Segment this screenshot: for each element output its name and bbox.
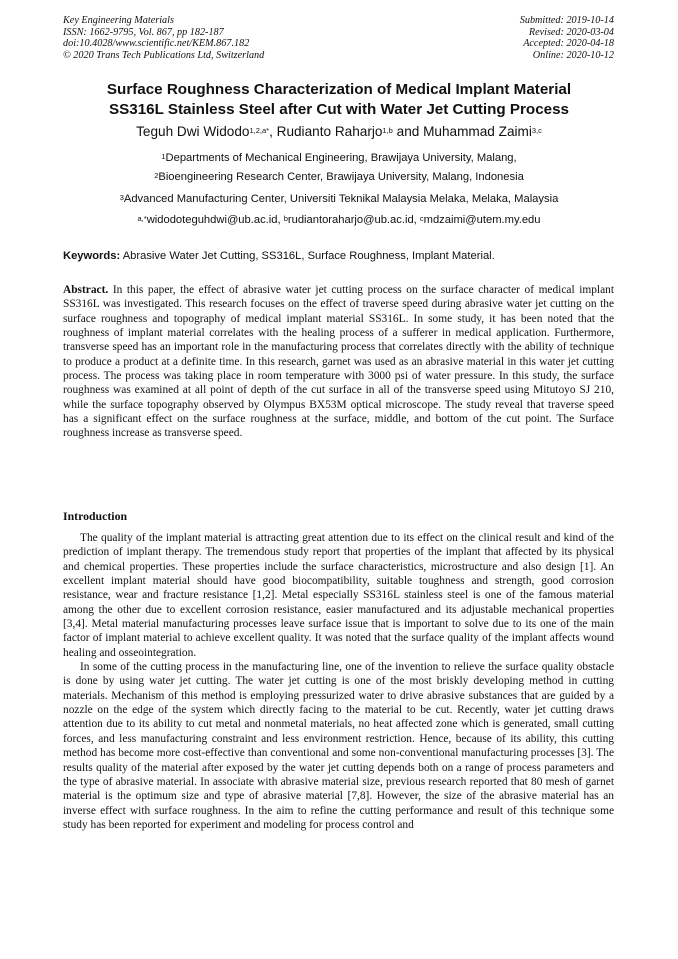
author-name: Muhammad Zaimi [423,124,532,139]
abstract [63,283,614,441]
journal-info [63,15,264,61]
affiliation-1 [20,151,658,165]
revised-date: Revised: 2020-03-04 [528,26,614,38]
section-heading-introduction: Introduction [63,509,128,523]
affiliation-text: Departments of Mechanical Engineering, Brawijaya University, Malang, [165,152,517,164]
author-superscript: 3,c [531,126,542,135]
email-address[interactable]: rudiantoraharjo@ub.ac.id, [287,214,420,226]
author-list [20,123,658,141]
online-date: Online: 2020-10-12 [532,49,614,61]
keywords [63,249,623,263]
affiliation-text: Advanced Manufacturing Center, Universiti Teknikal Malaysia Melaka, Melaka, Malaysia [123,193,559,205]
issn-line: ISSN: 1662-9795, Vol. 867, pp 182-187 [63,26,224,38]
author-name: Rudianto Raharjo [276,124,383,139]
introduction-body [63,531,614,832]
doi-line: doi:10.4028/www.scientific.net/KEM.867.182 [63,38,250,50]
email-superscript: c [419,214,424,223]
author-separator: , [269,124,277,139]
email-superscript: a,* [137,214,147,223]
affiliation-superscript: 2 [154,171,159,180]
affiliation-3 [20,192,658,206]
paragraph: In some of the cutting process in the manufacturing line, one of the invention to relieve the surface quality obstacle is done by using water jet cutting. The water jet cutting is one of the most briskly developing method in cutting materials. Mechanism of this method is employing pressurized water to drive abrasive substances that are guided by a nozzle on the edge of the system which directly facing to the material to be cut. Recently, water jet cutting draws attention due to its ability to cut metal and nonmetal materials, no heat affected zone which is generated, small cutting forces, and less manufacturing constraint and less environment restriction. Hence, because of its ability, this cutting method has become more cost-effective than conventional and some non-conventional manufacturing processes [3]. The results quality of the material after exposed by the water jet cutting depends both on a range of process parameters and the type of abrasive material. In associate with abrasive material size, previous research reported that 80 mesh of garnet material is the optimum size and type of abrasive material [7,8]. However, the size of the abrasive material has an inverse effect with surface roughness. In the aim to refine the cutting performance and result of this technique some study has been reported for experiment and modeling for process control and [63,661,614,831]
accepted-date: Accepted: 2020-04-18 [523,38,614,50]
email-address[interactable]: mdzaimi@utem.my.edu [423,214,541,226]
abstract-text: In this paper, the effect of abrasive water jet cutting process on the surface character of medical implant SS316L was investigated. This research focuses on the effect of traverse speed during abrasive water jet cutting on the surface roughness and topography of medical implant material SS316L. In some study, it has been noted that the roughness of implant material correlates with the healing process of a sufferer in medical application. Furthermore, transverse speed has an important role in the manufacturing process that correlates directly with the ability of technique to produce a product at a definite time. In this research, garnet was used as an abrasive material in this water jet cutting process. The process was taking place in room temperature with 3000 psi of water pressure. In this study, the surface roughness was examined at all point of depth of the cut surface in all of the transverse speed using Mitutoyo SJ 210, while the surface topography observed by Olympus BX53M optical microscope. The study reveal that traverse speed has a significant effect on the surface roughness at the surface, middle, and bottom of the cut point. The Surface roughness increase as transverse speed. [63,284,614,440]
dates-info [520,15,614,61]
affiliation-superscript: 1 [161,152,166,161]
affiliation-superscript: 3 [119,193,124,202]
email-address[interactable]: widodoteguhdwi@ub.ac.id, [146,214,284,226]
affiliation-text: Bioengineering Research Center, Brawijaya University, Malang, Indonesia [158,171,524,183]
author-name: Teguh Dwi Widodo [136,124,250,139]
submitted-date: Submitted: 2019-10-14 [519,15,614,26]
title-line-1: Surface Roughness Characterization of Medical Implant Material [106,81,572,98]
email-superscript: b [283,214,288,223]
author-separator: and [392,124,424,139]
email-list [20,213,658,227]
keywords-text: Abrasive Water Jet Cutting, SS316L, Surface Roughness, Implant Material. [120,250,495,262]
keywords-label: Keywords: [63,250,121,262]
title-line-2: SS316L Stainless Steel after Cut with Water Jet Cutting Process [109,101,569,118]
author-superscript: 1,2,a* [249,126,270,135]
journal-name: Key Engineering Materials [63,15,174,26]
abstract-label: Abstract. [63,284,109,296]
paper-title [40,80,638,120]
paragraph: The quality of the implant material is attracting great attention due to its effect on the clinical result and kind of the prediction of implant therapy. The tremendous study report that properties of the implant that affected by its physical and chemical properties. These properties include the surface characteristics, microstructure and also design [1]. An excellent implant material should have good biocompatibility, suitable toughness and strength, good corrosion resistance, wear and fracture resistance [1,2]. Metal especially SS316L stainless steel is one of the famous material among the other due to excellent corrosion resistance, easier manufactured and its adjustable mechanical properties [3,4]. Metal material manufacturing processes leave surface issue that is important to solve due to its one of the main factor of implant material to achieve excellent quality. It was noted that the surface quality of the implant affects wound healing and osseointegration. [63,532,614,659]
author-superscript: 1,b [382,126,393,135]
copyright-line: © 2020 Trans Tech Publications Ltd, Switzerland [63,49,265,61]
affiliation-2 [20,170,658,184]
